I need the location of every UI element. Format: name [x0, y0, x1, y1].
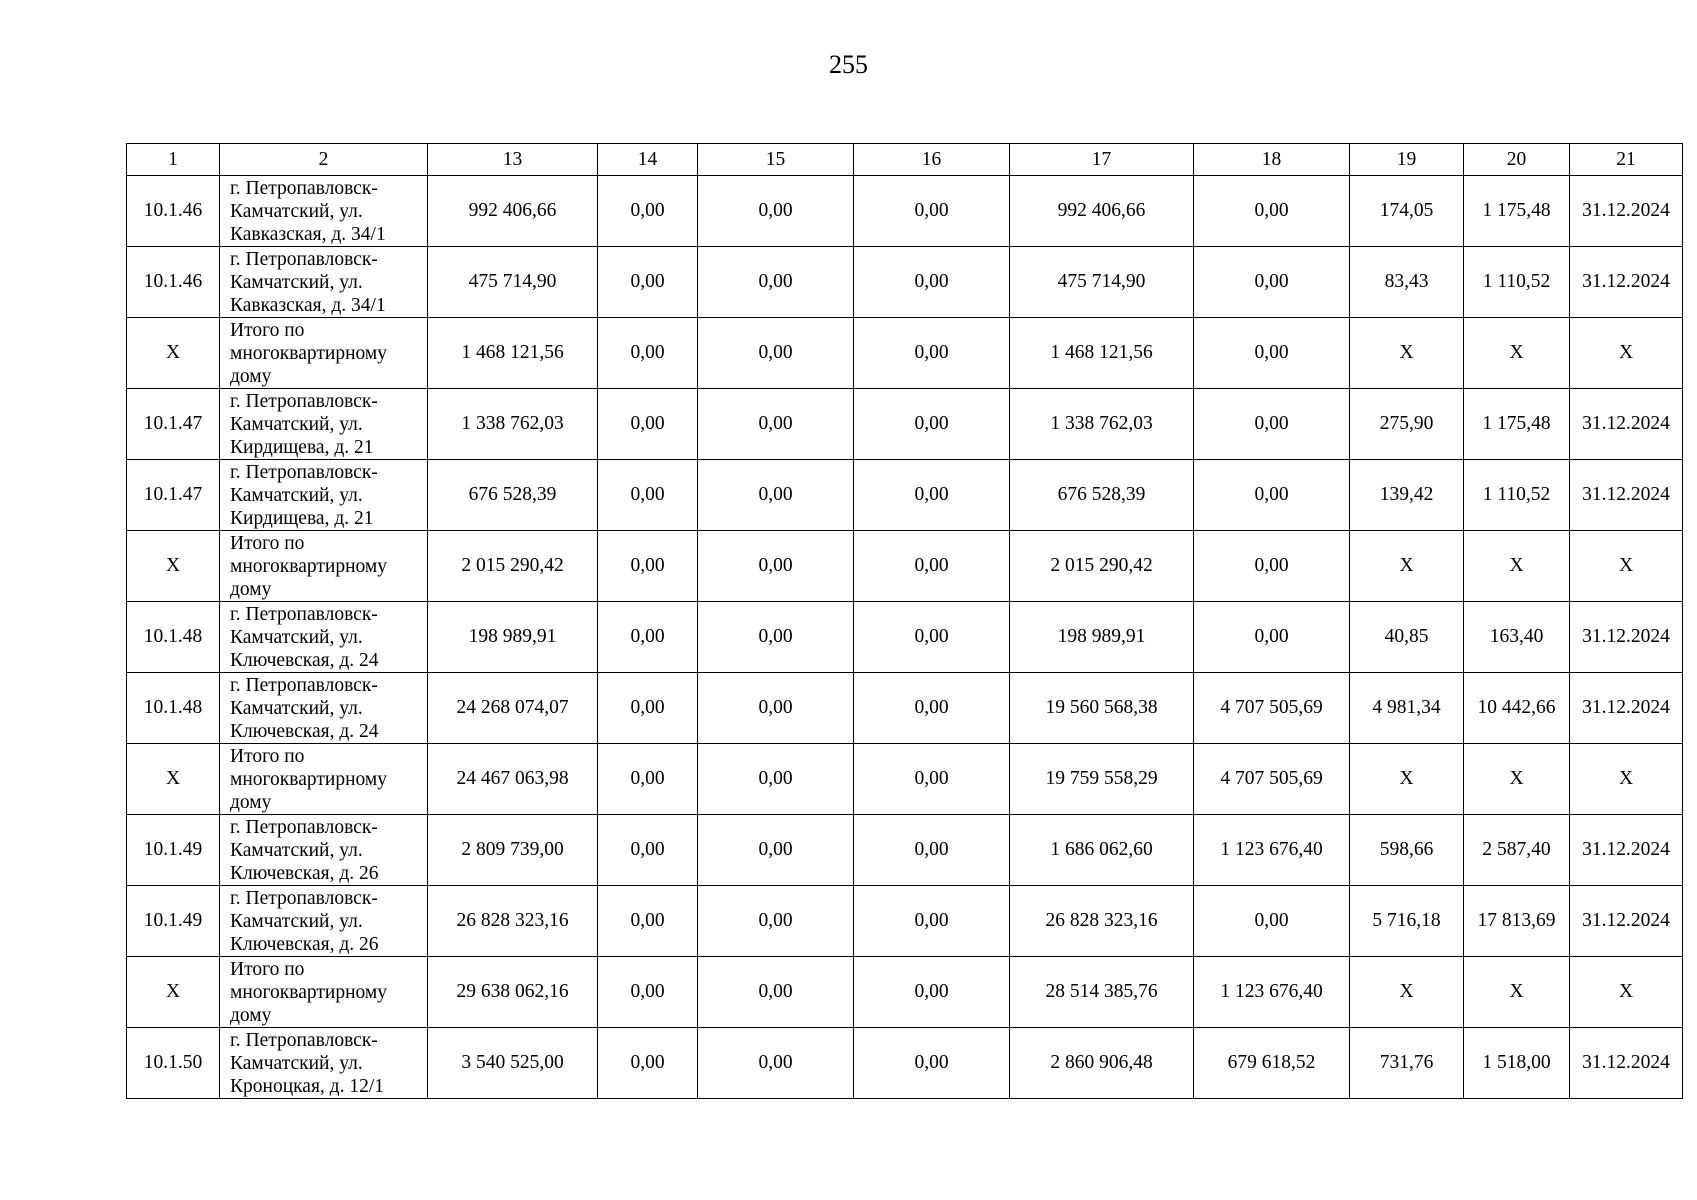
address-line: Камчатский, ул. [230, 1052, 363, 1074]
table-row [127, 247, 1683, 318]
address-line: г. Петропавловск- [230, 887, 378, 909]
value-cell-20: X [1464, 957, 1570, 1028]
value-cell-19: 5 716,18 [1350, 886, 1464, 957]
value-cell-19: 83,43 [1350, 247, 1464, 318]
address-line: Камчатский, ул. [230, 413, 363, 435]
address-cell [220, 176, 428, 247]
address-cell [220, 602, 428, 673]
value-cell-16: 0,00 [854, 957, 1010, 1028]
value-cell-18: 0,00 [1194, 886, 1350, 957]
row-number-cell: 10.1.48 [127, 673, 220, 744]
value-cell-13: 2 015 290,42 [428, 531, 598, 602]
address-line: г. Петропавловск- [230, 461, 378, 483]
column-header: 1 [127, 144, 220, 176]
value-cell-21: 31.12.2024 [1570, 389, 1683, 460]
address-cell [220, 389, 428, 460]
column-header: 19 [1350, 144, 1464, 176]
address-line: Камчатский, ул. [230, 484, 363, 506]
address-cell [220, 886, 428, 957]
value-cell-17: 475 714,90 [1010, 247, 1194, 318]
table-row [127, 176, 1683, 247]
value-cell-13: 676 528,39 [428, 460, 598, 531]
value-cell-19: 598,66 [1350, 815, 1464, 886]
address-line: Камчатский, ул. [230, 839, 363, 861]
address-cell [220, 815, 428, 886]
value-cell-21: X [1570, 531, 1683, 602]
value-cell-17: 19 560 568,38 [1010, 673, 1194, 744]
value-cell-18: 0,00 [1194, 531, 1350, 602]
value-cell-21: 31.12.2024 [1570, 1028, 1683, 1099]
column-header: 13 [428, 144, 598, 176]
value-cell-20: 1 175,48 [1464, 389, 1570, 460]
value-cell-19: X [1350, 531, 1464, 602]
value-cell-20: 17 813,69 [1464, 886, 1570, 957]
column-header: 18 [1194, 144, 1350, 176]
value-cell-16: 0,00 [854, 602, 1010, 673]
value-cell-20: 2 587,40 [1464, 815, 1570, 886]
address-line: г. Петропавловск- [230, 248, 378, 270]
table-header-row [127, 144, 1683, 176]
address-line: Кроноцкая, д. 12/1 [230, 1075, 385, 1097]
page-number: 255 [829, 50, 868, 79]
value-cell-17: 2 860 906,48 [1010, 1028, 1194, 1099]
value-cell-18: 0,00 [1194, 318, 1350, 389]
value-cell-16: 0,00 [854, 460, 1010, 531]
value-cell-18: 1 123 676,40 [1194, 815, 1350, 886]
value-cell-16: 0,00 [854, 744, 1010, 815]
value-cell-13: 1 468 121,56 [428, 318, 598, 389]
column-header: 2 [220, 144, 428, 176]
address-cell [220, 673, 428, 744]
value-cell-21: 31.12.2024 [1570, 673, 1683, 744]
value-cell-21: X [1570, 744, 1683, 815]
row-number-cell: 10.1.47 [127, 389, 220, 460]
value-cell-21: X [1570, 318, 1683, 389]
value-cell-18: 0,00 [1194, 460, 1350, 531]
address-line: г. Петропавловск- [230, 1029, 378, 1051]
value-cell-14: 0,00 [598, 744, 698, 815]
address-line: Камчатский, ул. [230, 910, 363, 932]
value-cell-18: 0,00 [1194, 176, 1350, 247]
address-line: многоквартирному [230, 555, 387, 577]
value-cell-18: 1 123 676,40 [1194, 957, 1350, 1028]
address-cell [220, 460, 428, 531]
value-cell-16: 0,00 [854, 318, 1010, 389]
address-line: Итого по [230, 319, 305, 341]
address-line: г. Петропавловск- [230, 674, 378, 696]
value-cell-14: 0,00 [598, 389, 698, 460]
row-number-cell: 10.1.50 [127, 1028, 220, 1099]
table-row [127, 318, 1683, 389]
address-line: Ключевская, д. 26 [230, 933, 379, 955]
value-cell-20: X [1464, 318, 1570, 389]
value-cell-18: 4 707 505,69 [1194, 673, 1350, 744]
value-cell-19: 40,85 [1350, 602, 1464, 673]
value-cell-19: X [1350, 957, 1464, 1028]
address-line: Ключевская, д. 24 [230, 649, 379, 671]
column-header: 15 [698, 144, 854, 176]
value-cell-13: 1 338 762,03 [428, 389, 598, 460]
address-line: г. Петропавловск- [230, 390, 378, 412]
value-cell-16: 0,00 [854, 531, 1010, 602]
row-number-cell: 10.1.48 [127, 602, 220, 673]
value-cell-15: 0,00 [698, 247, 854, 318]
address-line: г. Петропавловск- [230, 177, 378, 199]
table-row [127, 531, 1683, 602]
value-cell-17: 1 468 121,56 [1010, 318, 1194, 389]
value-cell-20: 163,40 [1464, 602, 1570, 673]
table-row [127, 886, 1683, 957]
value-cell-16: 0,00 [854, 886, 1010, 957]
address-line: многоквартирному [230, 981, 387, 1003]
value-cell-15: 0,00 [698, 815, 854, 886]
column-header: 17 [1010, 144, 1194, 176]
value-cell-15: 0,00 [698, 602, 854, 673]
address-line: Кавказская, д. 34/1 [230, 294, 386, 316]
address-line: Ключевская, д. 26 [230, 862, 379, 884]
address-line: многоквартирному [230, 342, 387, 364]
value-cell-15: 0,00 [698, 531, 854, 602]
column-header: 20 [1464, 144, 1570, 176]
value-cell-16: 0,00 [854, 247, 1010, 318]
value-cell-18: 679 618,52 [1194, 1028, 1350, 1099]
row-number-cell: 10.1.47 [127, 460, 220, 531]
address-line: многоквартирному [230, 768, 387, 790]
value-cell-15: 0,00 [698, 744, 854, 815]
value-cell-14: 0,00 [598, 673, 698, 744]
value-cell-15: 0,00 [698, 389, 854, 460]
address-line: Камчатский, ул. [230, 200, 363, 222]
value-cell-20: 10 442,66 [1464, 673, 1570, 744]
value-cell-19: 174,05 [1350, 176, 1464, 247]
value-cell-20: 1 110,52 [1464, 460, 1570, 531]
value-cell-14: 0,00 [598, 247, 698, 318]
value-cell-19: X [1350, 744, 1464, 815]
row-number-cell: 10.1.49 [127, 886, 220, 957]
address-line: Камчатский, ул. [230, 697, 363, 719]
address-line: г. Петропавловск- [230, 603, 378, 625]
value-cell-21: X [1570, 957, 1683, 1028]
value-cell-13: 475 714,90 [428, 247, 598, 318]
column-header: 14 [598, 144, 698, 176]
value-cell-21: 31.12.2024 [1570, 602, 1683, 673]
address-line: Итого по [230, 532, 305, 554]
value-cell-15: 0,00 [698, 886, 854, 957]
value-cell-17: 28 514 385,76 [1010, 957, 1194, 1028]
value-cell-15: 0,00 [698, 460, 854, 531]
value-cell-19: 4 981,34 [1350, 673, 1464, 744]
address-cell [220, 247, 428, 318]
value-cell-19: 731,76 [1350, 1028, 1464, 1099]
value-cell-14: 0,00 [598, 531, 698, 602]
value-cell-19: X [1350, 318, 1464, 389]
value-cell-21: 31.12.2024 [1570, 176, 1683, 247]
column-header: 21 [1570, 144, 1683, 176]
value-cell-17: 2 015 290,42 [1010, 531, 1194, 602]
row-number-cell: 10.1.49 [127, 815, 220, 886]
value-cell-13: 29 638 062,16 [428, 957, 598, 1028]
table-row [127, 389, 1683, 460]
value-cell-13: 992 406,66 [428, 176, 598, 247]
value-cell-16: 0,00 [854, 1028, 1010, 1099]
address-line: г. Петропавловск- [230, 816, 378, 838]
address-cell [220, 957, 428, 1028]
value-cell-17: 198 989,91 [1010, 602, 1194, 673]
address-line: Камчатский, ул. [230, 626, 363, 648]
value-cell-13: 26 828 323,16 [428, 886, 598, 957]
value-cell-14: 0,00 [598, 176, 698, 247]
value-cell-20: 1 110,52 [1464, 247, 1570, 318]
value-cell-13: 24 268 074,07 [428, 673, 598, 744]
data-table [126, 143, 1683, 1099]
address-line: Итого по [230, 745, 305, 767]
value-cell-16: 0,00 [854, 176, 1010, 247]
value-cell-21: 31.12.2024 [1570, 247, 1683, 318]
value-cell-17: 1 338 762,03 [1010, 389, 1194, 460]
value-cell-16: 0,00 [854, 815, 1010, 886]
row-number-cell: 10.1.46 [127, 176, 220, 247]
value-cell-14: 0,00 [598, 1028, 698, 1099]
value-cell-15: 0,00 [698, 1028, 854, 1099]
value-cell-14: 0,00 [598, 318, 698, 389]
value-cell-15: 0,00 [698, 318, 854, 389]
value-cell-13: 2 809 739,00 [428, 815, 598, 886]
table-row [127, 1028, 1683, 1099]
address-line: Ключевская, д. 24 [230, 720, 379, 742]
column-header: 16 [854, 144, 1010, 176]
value-cell-17: 992 406,66 [1010, 176, 1194, 247]
address-line: дому [230, 578, 272, 600]
value-cell-17: 19 759 558,29 [1010, 744, 1194, 815]
address-line: Кавказская, д. 34/1 [230, 223, 386, 245]
address-line: дому [230, 1004, 272, 1026]
row-number-cell: X [127, 744, 220, 815]
address-line: Кирдищева, д. 21 [230, 436, 374, 458]
value-cell-20: 1 518,00 [1464, 1028, 1570, 1099]
value-cell-18: 4 707 505,69 [1194, 744, 1350, 815]
address-line: дому [230, 365, 272, 387]
table-row [127, 602, 1683, 673]
value-cell-20: X [1464, 744, 1570, 815]
row-number-cell: X [127, 318, 220, 389]
value-cell-18: 0,00 [1194, 389, 1350, 460]
address-cell [220, 318, 428, 389]
value-cell-20: X [1464, 531, 1570, 602]
row-number-cell: X [127, 957, 220, 1028]
value-cell-17: 676 528,39 [1010, 460, 1194, 531]
value-cell-13: 24 467 063,98 [428, 744, 598, 815]
address-line: Камчатский, ул. [230, 271, 363, 293]
value-cell-15: 0,00 [698, 957, 854, 1028]
value-cell-14: 0,00 [598, 602, 698, 673]
value-cell-18: 0,00 [1194, 247, 1350, 318]
value-cell-13: 198 989,91 [428, 602, 598, 673]
value-cell-21: 31.12.2024 [1570, 886, 1683, 957]
value-cell-20: 1 175,48 [1464, 176, 1570, 247]
address-cell [220, 531, 428, 602]
value-cell-15: 0,00 [698, 673, 854, 744]
value-cell-14: 0,00 [598, 815, 698, 886]
address-line: Итого по [230, 958, 305, 980]
value-cell-15: 0,00 [698, 176, 854, 247]
row-number-cell: X [127, 531, 220, 602]
value-cell-14: 0,00 [598, 957, 698, 1028]
value-cell-16: 0,00 [854, 673, 1010, 744]
address-cell [220, 1028, 428, 1099]
value-cell-21: 31.12.2024 [1570, 460, 1683, 531]
value-cell-17: 26 828 323,16 [1010, 886, 1194, 957]
table-row [127, 815, 1683, 886]
address-line: Кирдищева, д. 21 [230, 507, 374, 529]
value-cell-17: 1 686 062,60 [1010, 815, 1194, 886]
value-cell-14: 0,00 [598, 886, 698, 957]
value-cell-14: 0,00 [598, 460, 698, 531]
table-row [127, 744, 1683, 815]
value-cell-18: 0,00 [1194, 602, 1350, 673]
value-cell-13: 3 540 525,00 [428, 1028, 598, 1099]
value-cell-19: 139,42 [1350, 460, 1464, 531]
table-row [127, 460, 1683, 531]
table-row [127, 957, 1683, 1028]
row-number-cell: 10.1.46 [127, 247, 220, 318]
value-cell-16: 0,00 [854, 389, 1010, 460]
value-cell-21: 31.12.2024 [1570, 815, 1683, 886]
table-row [127, 673, 1683, 744]
address-cell [220, 744, 428, 815]
address-line: дому [230, 791, 272, 813]
value-cell-19: 275,90 [1350, 389, 1464, 460]
